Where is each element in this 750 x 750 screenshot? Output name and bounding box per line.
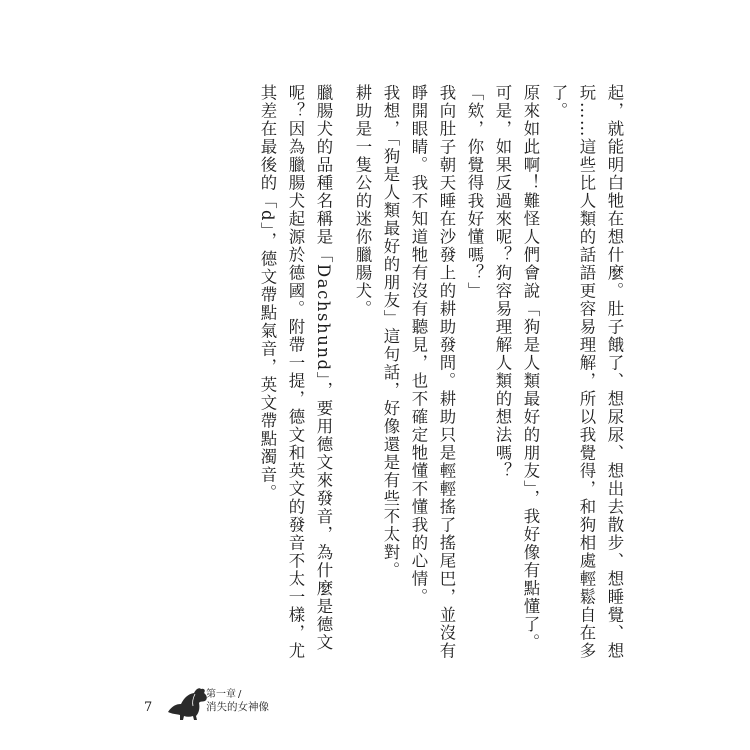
paragraph: 原來如此啊！難怪人們會說「狗是人類最好的朋友」，我好像有點懂了。可是，如果反過來呢？狗容易理解人類的想法嗎？: [493, 84, 540, 652]
chapter-title: 消失的女神像: [206, 701, 269, 713]
paragraph: 我向肚子朝天睡在沙發上的耕助發問。耕助只是輕輕搖了搖尾巴，並沒有睜開眼睛。我不知道牠有沒有聽見，也不確定牠懂不懂我的心情。: [409, 84, 456, 660]
dachshund-silhouette-icon: [166, 682, 210, 722]
paragraph: 我想，「狗是人類最好的朋友」這句話，好像還是有些不太對。: [381, 84, 400, 580]
paragraph: 起，就能明白牠在想什麼。肚子餓了、想尿尿、想出去散步、想睡覺、想玩……這些比人類的話語更容易理解，所以我覺得，和狗相處輕鬆自在多了。: [549, 84, 624, 660]
paragraph: 耕助是一隻公的迷你臘腸犬。: [353, 84, 372, 318]
running-head: [206, 688, 269, 714]
paragraph: 「欸，你覺得我好懂嗎？」: [465, 84, 484, 300]
chapter-label: 第一章 /: [206, 688, 269, 701]
paragraph: 臘腸犬的品種名稱是「Dachshund」，要用德文來發音，為什麼是德文呢？因為臘腸犬起源於德國。附帶一提，德文和英文的發音不太一樣，尤其差在最後的「d」，德文帶點氣音，英文帶點濁音。: [258, 84, 333, 660]
body-text: [253, 84, 628, 664]
page-number: 7: [144, 700, 153, 715]
